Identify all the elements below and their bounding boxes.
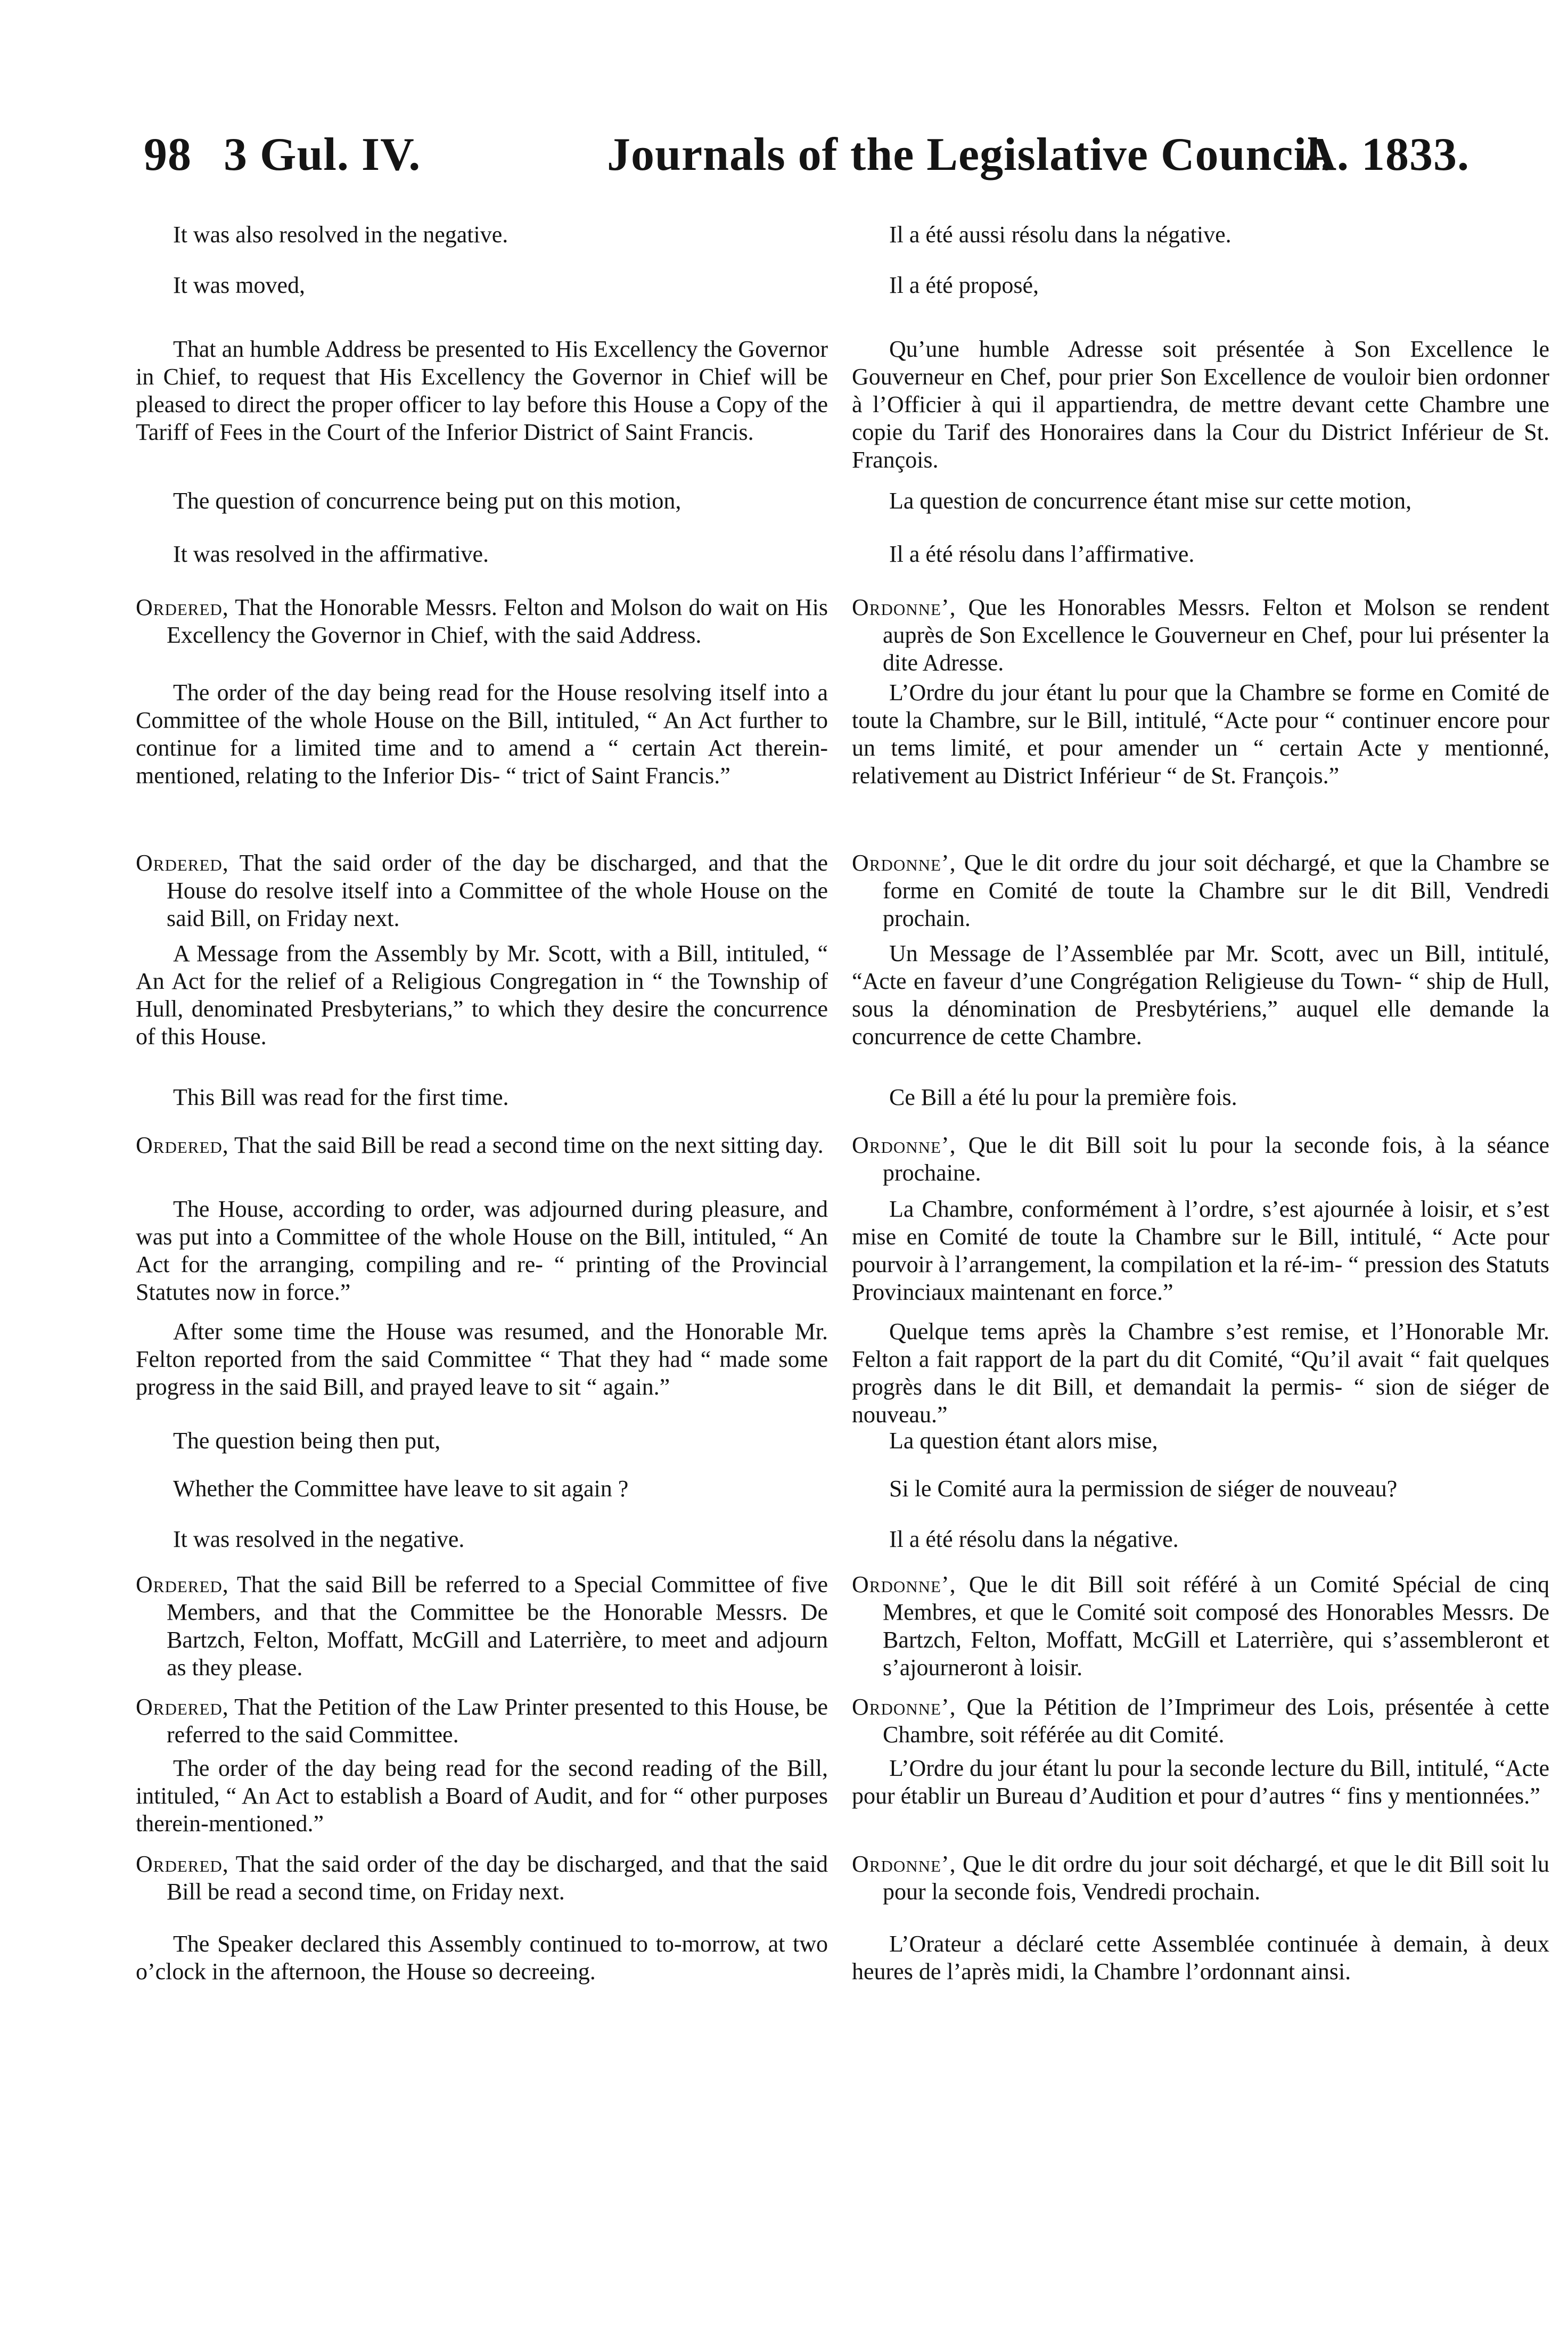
english-ordered-label: Ordered, bbox=[136, 1851, 229, 1877]
french-paragraph-text: Il a été proposé, bbox=[889, 272, 1039, 298]
french-paragraph-text: L’Ordre du jour étant lu pour que la Chambre se forme en Comité de toute la Chambre, sur le Bill, intitulé, “Acte pour “ continuer encore pour un tems limité, et pour amender un “ certain Acte y mentionné, relativement au District Inférieur “ de St. François.” bbox=[852, 679, 1549, 789]
english-paragraph bbox=[136, 335, 828, 446]
french-paragraph-text: La Chambre, conformément à l’ordre, s’est ajournée à loisir, et s’est mise en Comité de toute la Chambre sur le Bill, intitulé, “ Acte pour pourvoir à l’arrangement, la compilation et la ré-im- “ pression des Statuts Provinciaux maintenant en force.” bbox=[852, 1196, 1549, 1305]
french-ordered-label: Ordonne’, bbox=[852, 1851, 956, 1877]
french-paragraph-text: Ce Bill a été lu pour la première fois. bbox=[889, 1084, 1237, 1110]
french-paragraph bbox=[852, 1475, 1549, 1503]
french-paragraph bbox=[852, 940, 1549, 1051]
english-paragraph-text: That the Petition of the Law Printer presented to this House, be referred to the said Committee. bbox=[167, 1694, 828, 1748]
english-paragraph bbox=[136, 849, 828, 932]
english-paragraph-text: After some time the House was resumed, and the Honorable Mr. Felton reported from the said Committee “ That they had “ made some progress in the said Bill, and prayed leave to sit “ again.” bbox=[136, 1318, 828, 1400]
french-paragraph-text: Qu’une humble Adresse soit présentée à Son Excellence le Gouverneur en Chef, pour prier Son Excellence de vouloir bien ordonner à l’Officier à qui il appartiendra, de mettre devant cette Chambre une copie du Tarif des Honoraires dans la Cour du District Inférieur de St. François. bbox=[852, 336, 1549, 473]
french-paragraph bbox=[852, 221, 1549, 249]
english-paragraph-text: It was resolved in the affirmative. bbox=[173, 541, 489, 567]
french-paragraph bbox=[852, 335, 1549, 474]
english-paragraph-text: The question of concurrence being put on this motion, bbox=[173, 488, 682, 514]
french-paragraph bbox=[852, 1526, 1549, 1553]
french-paragraph-text: L’Orateur a déclaré cette Assemblée continuée à demain, à deux heures de l’après midi, la Chambre l’ordonnant ainsi. bbox=[852, 1931, 1549, 1985]
english-paragraph-text: That the said order of the day be discharged, and that the said Bill be read a second time, on Friday next. bbox=[167, 1851, 828, 1905]
french-ordered-label: Ordonne’, bbox=[852, 1571, 956, 1597]
french-column bbox=[852, 221, 1549, 2330]
english-paragraph bbox=[136, 1132, 828, 1159]
english-paragraph bbox=[136, 1693, 828, 1749]
french-ordered-label: Ordonne’, bbox=[852, 594, 956, 620]
page-header bbox=[144, 128, 1470, 192]
english-paragraph-text: That the said order of the day be discharged, and that the House do resolve itself into a Committee of the whole House on the said Bill, on Friday next. bbox=[167, 850, 828, 931]
english-paragraph-text: It was moved, bbox=[173, 272, 306, 298]
french-paragraph bbox=[852, 1427, 1549, 1455]
french-paragraph bbox=[852, 487, 1549, 515]
english-paragraph bbox=[136, 221, 828, 249]
french-paragraph-text: Quelque tems après la Chambre s’est remise, et l’Honorable Mr. Felton a fait rapport de la part du dit Comité, “Qu’il avait “ fait quelques progrès dans le dit Bill, et demandait la permis- “ sion de siéger de nouveau.” bbox=[852, 1318, 1549, 1428]
english-paragraph bbox=[136, 1930, 828, 1986]
french-ordered-label: Ordonne’, bbox=[852, 1694, 956, 1720]
french-ordered-label: Ordonne’, bbox=[852, 850, 956, 876]
english-paragraph bbox=[136, 1526, 828, 1553]
english-paragraph-text: The order of the day being read for the House resolving itself into a Committee of the whole House on the Bill, intituled, “ An Act further to continue for a limited time and to amend a “ certain Act therein-mentioned, relating to the Inferior Dis- “ trict of Saint Francis.” bbox=[136, 679, 828, 789]
french-paragraph bbox=[852, 594, 1549, 677]
journal-title: Journals of the Legislative Council. bbox=[607, 129, 1333, 181]
english-paragraph bbox=[136, 1427, 828, 1455]
regnal-year: 3 Gul. IV. bbox=[224, 129, 421, 181]
french-paragraph-text: Un Message de l’Assemblée par Mr. Scott, avec un Bill, intitulé, “Acte en faveur d’une Congrégation Religieuse du Town- “ ship de Hull, sous la dénomination de Presbytériens,” auquel elle demande la concurrence de cette Chambre. bbox=[852, 940, 1549, 1050]
french-paragraph bbox=[852, 1850, 1549, 1906]
french-ordered-label: Ordonne’, bbox=[852, 1132, 956, 1158]
french-paragraph-text: Il a été résolu dans la négative. bbox=[889, 1526, 1179, 1552]
english-paragraph bbox=[136, 940, 828, 1051]
french-paragraph-text: La question de concurrence étant mise sur cette motion, bbox=[889, 488, 1412, 514]
french-paragraph bbox=[852, 679, 1549, 790]
french-paragraph bbox=[852, 272, 1549, 299]
english-paragraph-text: That the said Bill be read a second time on the next sitting day. bbox=[228, 1132, 824, 1158]
french-paragraph-text: Que le dit ordre du jour soit déchargé, et que la Chambre se forme en Comité de toute la Chambre sur le dit Bill, Vendredi prochain. bbox=[883, 850, 1549, 931]
english-paragraph-text: The question being then put, bbox=[173, 1428, 441, 1454]
english-ordered-label: Ordered, bbox=[136, 850, 229, 876]
french-paragraph-text: Il a été résolu dans l’affirmative. bbox=[889, 541, 1195, 567]
english-paragraph bbox=[136, 487, 828, 515]
english-column bbox=[136, 221, 828, 2330]
french-paragraph bbox=[852, 1930, 1549, 1986]
french-paragraph-text: Que le dit Bill soit lu pour la seconde fois, à la séance prochaine. bbox=[883, 1132, 1549, 1186]
english-paragraph bbox=[136, 679, 828, 790]
french-paragraph bbox=[852, 1195, 1549, 1306]
english-paragraph-text: Whether the Committee have leave to sit again ? bbox=[173, 1476, 629, 1502]
french-paragraph bbox=[852, 1693, 1549, 1749]
english-paragraph-text: It was resolved in the negative. bbox=[173, 1526, 465, 1552]
english-paragraph bbox=[136, 1755, 828, 1838]
english-ordered-label: Ordered, bbox=[136, 1132, 229, 1158]
english-paragraph bbox=[136, 594, 828, 649]
french-paragraph bbox=[852, 1571, 1549, 1682]
french-paragraph-text: Que le dit Bill soit référé à un Comité Spécial de cinq Membres, et que le Comité soit composé des Honorables Messrs. De Bartzch, Felton, Moffatt, McGill et Laterrière, qui s’assembleront et s’ajourneront à loisir. bbox=[883, 1571, 1549, 1681]
french-paragraph-text: Que la Pétition de l’Imprimeur des Lois, présentée à cette Chambre, soit référée au dit Comité. bbox=[883, 1694, 1549, 1748]
english-paragraph-text: This Bill was read for the first time. bbox=[173, 1084, 509, 1110]
french-paragraph-text: Que le dit ordre du jour soit déchargé, et que le dit Bill soit lu pour la seconde fois, Vendredi prochain. bbox=[883, 1851, 1549, 1905]
french-paragraph-text: Il a été aussi résolu dans la négative. bbox=[889, 222, 1232, 248]
english-ordered-label: Ordered, bbox=[136, 1694, 229, 1720]
year: A. 1833. bbox=[1302, 129, 1470, 181]
english-ordered-label: Ordered, bbox=[136, 1571, 229, 1597]
english-paragraph bbox=[136, 540, 828, 568]
english-paragraph-text: That an humble Address be presented to His Excellency the Governor in Chief, to request that His Excellency the Governor in Chief will be pleased to direct the proper officer to lay before this House a Copy of the Tariff of Fees in the Court of the Inferior District of Saint Francis. bbox=[136, 336, 828, 445]
french-paragraph-text: L’Ordre du jour étant lu pour la seconde lecture du Bill, intitulé, “Acte pour établir un Bureau d’Audition et pour d’autres “ fins y mentionnées.” bbox=[852, 1755, 1549, 1809]
english-paragraph-text: The order of the day being read for the second reading of the Bill, intituled, “ An Act to establish a Board of Audit, and for “ other purposes therein-mentioned.” bbox=[136, 1755, 828, 1837]
english-paragraph-text: A Message from the Assembly by Mr. Scott, with a Bill, intituled, “ An Act for the relief of a Religious Congregation in “ the Township of Hull, denominated Presbyterians,” to which they desire the concurrence of this House. bbox=[136, 940, 828, 1050]
english-paragraph bbox=[136, 1475, 828, 1503]
french-paragraph bbox=[852, 1318, 1549, 1429]
english-paragraph-text: The House, according to order, was adjourned during pleasure, and was put into a Committee of the whole House on the Bill, intituled, “ An Act for the arranging, compiling and re- “ printing of the Provincial Statutes now in force.” bbox=[136, 1196, 828, 1305]
english-paragraph bbox=[136, 1318, 828, 1401]
french-paragraph bbox=[852, 1132, 1549, 1187]
page-number: 98 bbox=[144, 129, 192, 181]
french-paragraph bbox=[852, 1755, 1549, 1810]
english-paragraph-text: The Speaker declared this Assembly continued to to-morrow, at two o’clock in the afternoon, the House so decreeing. bbox=[136, 1931, 828, 1985]
french-paragraph bbox=[852, 1084, 1549, 1111]
english-paragraph-text: That the Honorable Messrs. Felton and Molson do wait on His Excellency the Governor in Chief, with the said Address. bbox=[167, 594, 828, 648]
english-ordered-label: Ordered, bbox=[136, 594, 229, 620]
french-paragraph-text: La question étant alors mise, bbox=[889, 1428, 1158, 1454]
english-paragraph bbox=[136, 1195, 828, 1306]
english-paragraph bbox=[136, 1850, 828, 1906]
english-paragraph bbox=[136, 1571, 828, 1682]
english-paragraph-text: That the said Bill be referred to a Special Committee of five Members, and that the Committee be the Honorable Messrs. De Bartzch, Felton, Moffatt, McGill and Laterrière, to meet and adjourn as they please. bbox=[167, 1571, 828, 1681]
english-paragraph bbox=[136, 272, 828, 299]
english-paragraph-text: It was also resolved in the negative. bbox=[173, 222, 508, 248]
french-paragraph-text: Si le Comité aura la permission de siéger de nouveau? bbox=[889, 1476, 1398, 1502]
english-paragraph bbox=[136, 1084, 828, 1111]
french-paragraph bbox=[852, 540, 1549, 568]
french-paragraph-text: Que les Honorables Messrs. Felton et Molson se rendent auprès de Son Excellence le Gouverneur en Chef, pour lui présenter la dite Adresse. bbox=[883, 594, 1549, 676]
french-paragraph bbox=[852, 849, 1549, 932]
